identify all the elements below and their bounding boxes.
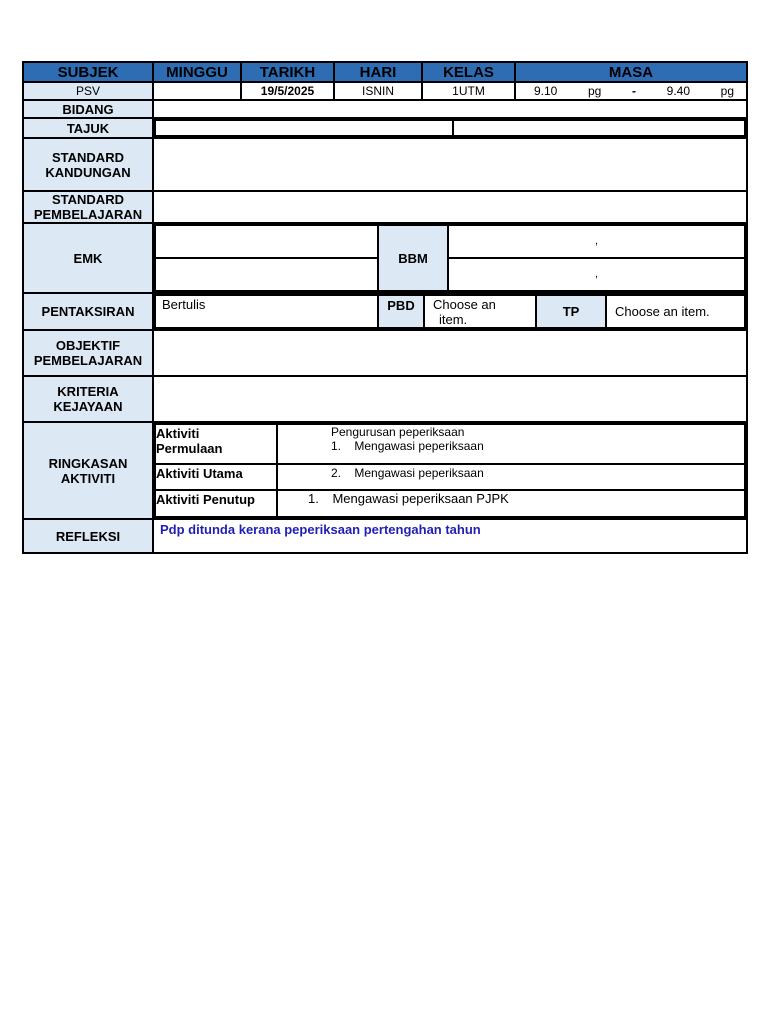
aktiviti-utama-row [155,464,745,490]
label-refleksi: REFLEKSI [23,519,153,553]
label-standard-pembelajaran [23,191,153,223]
tajuk-field-1[interactable] [155,120,453,136]
standard-pembelajaran-field[interactable] [153,191,747,223]
info-masa[interactable] [515,82,747,100]
standard-kandungan-field[interactable] [153,138,747,191]
label-aktiviti-penutup: Aktiviti Penutup [155,490,277,517]
header-minggu: MINGGU [153,62,241,82]
bbm-field-2[interactable]: , [594,268,599,280]
refleksi-row [23,519,747,553]
label-objektif-pembelajaran [23,330,153,376]
objektif-field[interactable] [153,330,747,376]
refleksi-field[interactable]: Pdp ditunda kerana peperiksaan pertengahan tahun [153,519,747,553]
aktiviti-penutup-row [155,490,745,517]
header-subjek: SUBJEK [23,62,153,82]
info-kelas[interactable]: 1UTM [422,82,515,100]
masa-start: 9.10 [534,84,558,98]
label-sk-line1: STANDARD [52,149,124,165]
masa-end: 9.40 [666,84,690,98]
permulaan-label-line2: Permulaan [156,441,223,456]
bbm-fields [448,225,745,291]
label-kk-line1: KRITERIA [57,384,119,399]
utama-item-text: Mengawasi peperiksaan [354,466,484,480]
label-ra-line1: RINGKASAN [48,455,128,471]
header-hari: HARI [334,62,422,82]
permulaan-list-item [331,439,744,453]
standard-kandungan-row [23,138,747,191]
tajuk-field-2[interactable] [453,120,745,136]
ringkasan-aktiviti-row [23,422,747,519]
label-op-line2: PEMBELAJARAN [33,353,143,368]
info-tarikh[interactable]: 19/5/2025 [241,82,334,100]
label-op-line1: OBJEKTIF [55,338,121,353]
label-kk-line2: KEJAYAAN [53,399,123,414]
penutup-item-text: Mengawasi peperiksaan PJPK [332,491,509,506]
label-ra-line2: AKTIVITI [60,470,116,486]
tajuk-row [23,118,747,138]
aktiviti-penutup-field[interactable] [277,490,745,517]
pentaksiran-block [153,293,747,330]
label-pentaksiran: PENTAKSIRAN [23,293,153,330]
pbd-choice-line1: Choose an [433,297,496,312]
info-subjek[interactable]: PSV [23,82,153,100]
header-tarikh: TARIKH [241,62,334,82]
aktiviti-permulaan-field[interactable] [277,424,745,464]
masa-separator: - [632,84,636,98]
header-masa: MASA [515,62,747,82]
label-sp-line1: STANDARD [52,192,124,207]
label-aktiviti-permulaan [155,424,277,464]
label-standard-kandungan [23,138,153,191]
info-hari[interactable]: ISNIN [334,82,422,100]
header-kelas: KELAS [422,62,515,82]
emk-field-2[interactable] [156,259,377,290]
aktiviti-utama-field[interactable] [277,464,745,490]
emk-field-1[interactable] [156,226,377,259]
label-sk-line2: KANDUNGAN [45,164,131,180]
pentaksiran-value[interactable]: Bertulis [155,295,378,328]
lesson-plan-table [22,61,748,554]
bidang-row [23,100,747,118]
masa-start-unit: pg [588,84,602,98]
pentaksiran-row [23,293,747,330]
bidang-field[interactable] [153,100,747,118]
label-aktiviti-utama: Aktiviti Utama [155,464,277,490]
pbd-choice-line2: item. [439,312,468,327]
lesson-plan-sheet [22,61,746,554]
tp-choice-dropdown[interactable]: Choose an item. [606,295,745,328]
permulaan-label-line1: Aktiviti [156,426,200,441]
label-tajuk: TAJUK [23,118,153,138]
label-tp: TP [536,295,606,328]
label-bidang: BIDANG [23,100,153,118]
masa-end-unit: pg [720,84,734,98]
aktiviti-permulaan-row [155,424,745,464]
permulaan-heading: Pengurusan peperiksaan [331,425,465,439]
pbd-choice-dropdown[interactable] [424,295,536,328]
label-sp-line2: PEMBELAJARAN [33,207,143,222]
emk-bbm-block [153,223,747,293]
label-kriteria-kejayaan [23,376,153,422]
info-row [23,82,747,100]
label-emk: EMK [23,223,153,293]
kriteria-field[interactable] [153,376,747,422]
tajuk-fields [153,118,747,138]
info-minggu[interactable] [153,82,241,100]
header-row [23,62,747,82]
emk-bbm-row [23,223,747,293]
aktiviti-block [153,422,747,519]
penutup-item-number: 1. [308,491,319,506]
standard-pembelajaran-row [23,191,747,223]
permulaan-item-number: 1. [331,439,342,453]
utama-item-number: 2. [331,466,342,480]
kriteria-row [23,376,747,422]
bbm-field-1[interactable]: , [449,226,744,259]
objektif-row [23,330,747,376]
label-pbd: PBD [378,295,424,328]
permulaan-item-text: Mengawasi peperiksaan [354,439,484,453]
label-bbm: BBM [378,225,448,291]
emk-fields [155,225,378,291]
label-ringkasan-aktiviti [23,422,153,519]
